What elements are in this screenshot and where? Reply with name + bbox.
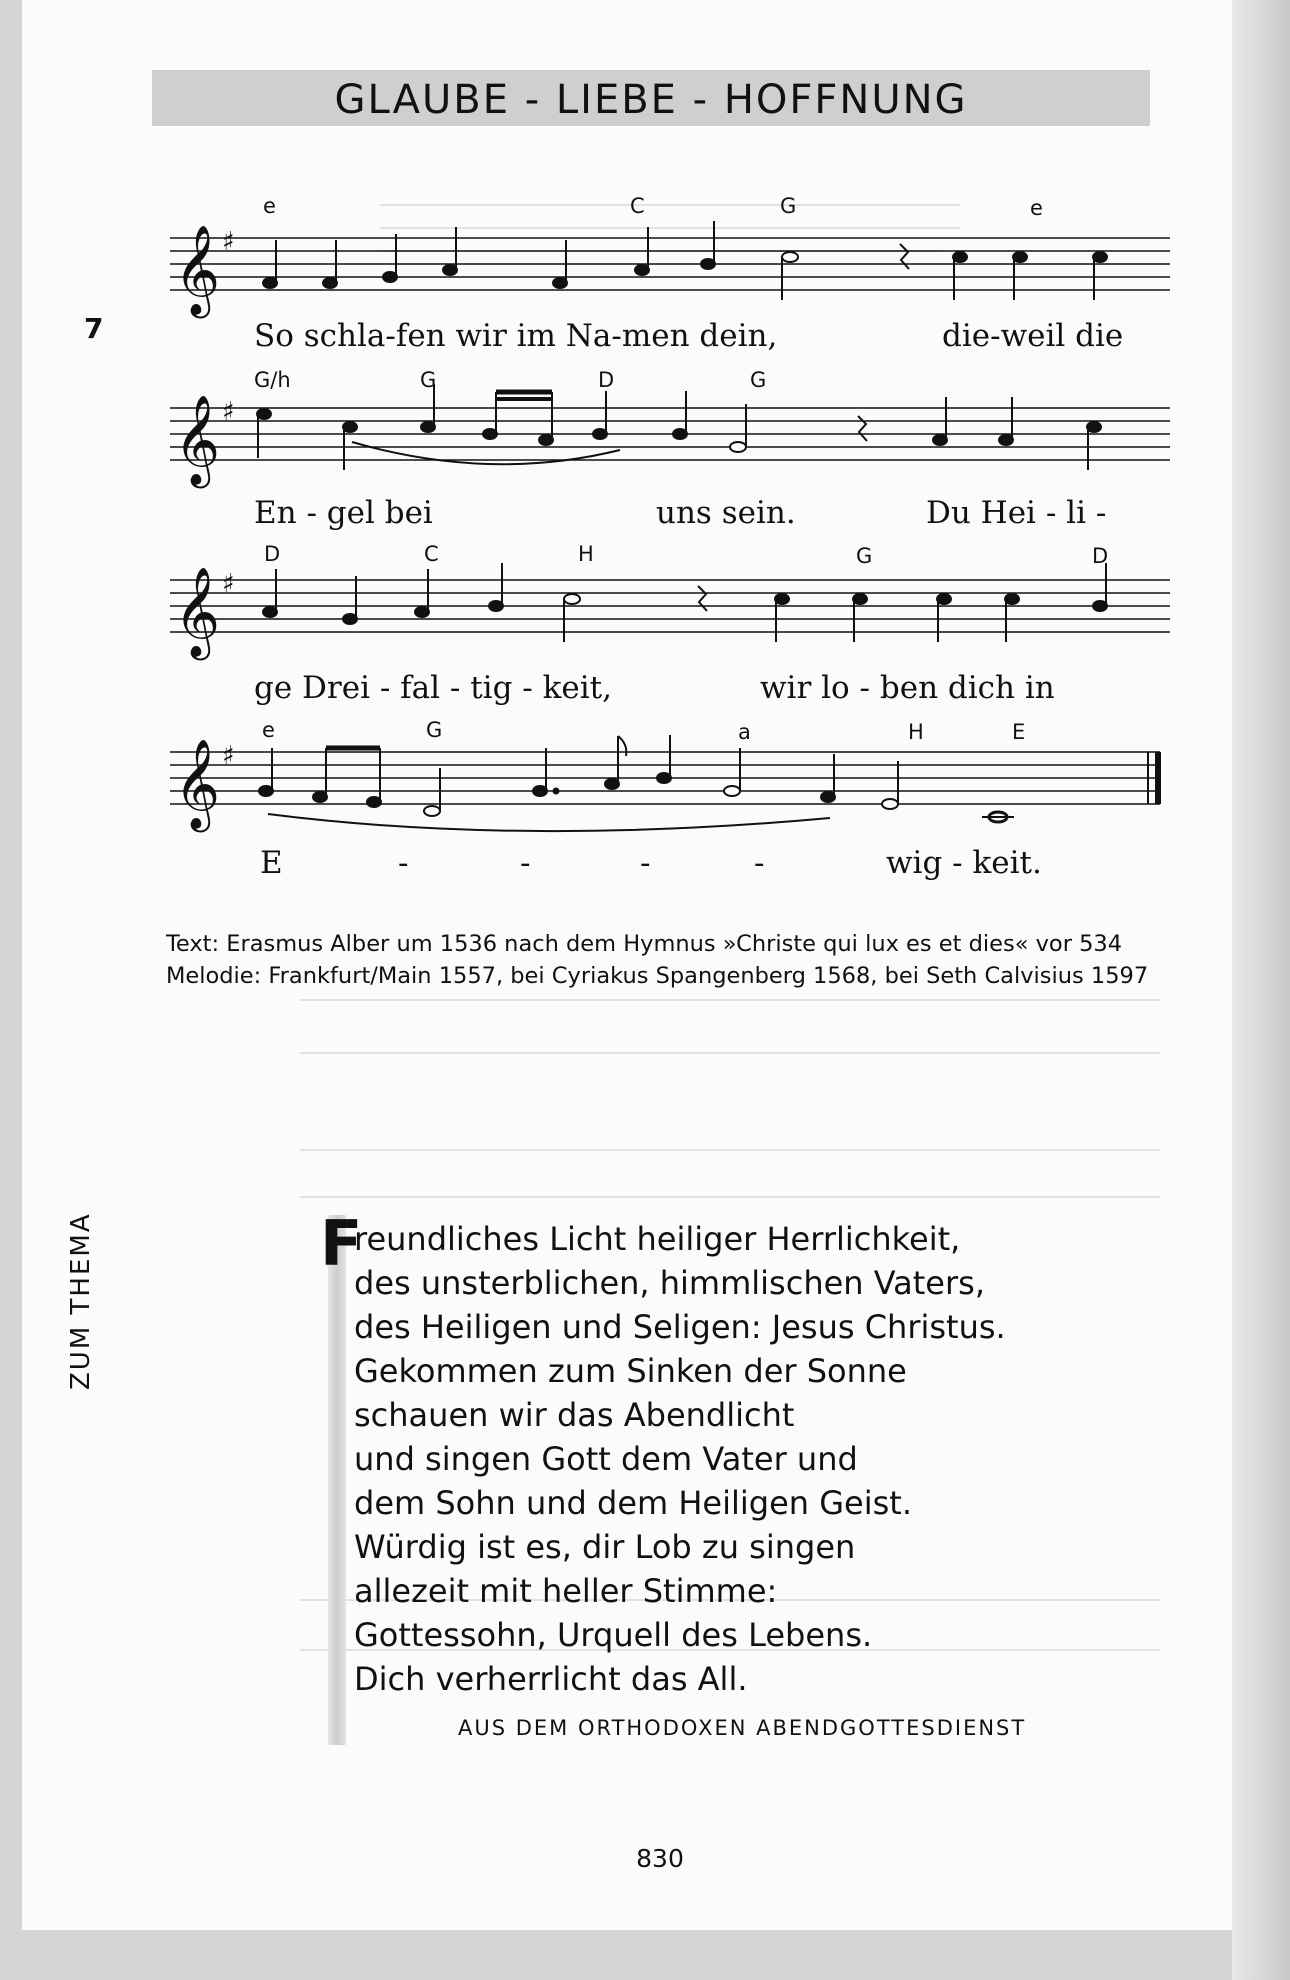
prayer-line: Gottessohn, Urquell des Lebens. xyxy=(354,1616,873,1654)
lyric-line: wig - keit. xyxy=(886,845,1042,881)
lyric-line: die-weil die xyxy=(942,318,1124,354)
chord: G xyxy=(750,368,767,392)
chord: G xyxy=(856,544,873,568)
svg-text:𝄞: 𝄞 xyxy=(174,395,221,485)
lyric-line: uns sein. xyxy=(656,495,796,531)
chord: G xyxy=(780,194,797,218)
lyric-line: - xyxy=(754,845,765,881)
chord: H xyxy=(908,720,924,744)
lyric-line: E xyxy=(260,845,283,881)
chord: C xyxy=(630,194,645,218)
svg-text:𝄞: 𝄞 xyxy=(174,739,221,829)
lyric-line: Du Hei - li - xyxy=(926,495,1107,531)
svg-text:♯: ♯ xyxy=(222,397,235,427)
music-staff xyxy=(160,200,1170,320)
prayer-source: AUS DEM ORTHODOXEN ABENDGOTTESDIENST xyxy=(458,1716,1027,1740)
drop-cap: F xyxy=(320,1207,363,1280)
prayer-line: reundliches Licht heiliger Herrlichkeit, xyxy=(354,1220,961,1258)
music-staff xyxy=(160,542,1170,662)
chord: D xyxy=(598,368,615,392)
lyric-line: En - gel bei xyxy=(254,495,433,531)
lyric-line: wir lo - ben dich in xyxy=(760,670,1055,706)
prayer-accent-bar xyxy=(328,1215,346,1745)
chord: D xyxy=(264,542,281,566)
svg-text:♯: ♯ xyxy=(222,741,235,771)
chord: e xyxy=(262,718,275,742)
lyric-line: So schla-fen wir im Na-men dein, xyxy=(254,318,778,354)
section-side-label: ZUM THEMA xyxy=(66,1212,96,1390)
prayer-line: des Heiligen und Seligen: Jesus Christus. xyxy=(354,1308,1006,1346)
prayer-line: schauen wir das Abendlicht xyxy=(354,1396,795,1434)
page-number: 830 xyxy=(636,1844,684,1873)
prayer-line: Dich verherrlicht das All. xyxy=(354,1660,748,1698)
melody-credit: Melodie: Frankfurt/Main 1557, bei Cyriakus Spangenberg 1568, bei Seth Calvisius 1597 xyxy=(166,963,1149,989)
chord: e xyxy=(263,194,276,218)
chord: H xyxy=(578,542,594,566)
music-staff xyxy=(160,370,1170,490)
chord: D xyxy=(1092,544,1109,568)
chord: G xyxy=(420,368,437,392)
svg-text:♯: ♯ xyxy=(222,569,235,599)
prayer-line: dem Sohn und dem Heiligen Geist. xyxy=(354,1484,912,1522)
prayer-line: allezeit mit heller Stimme: xyxy=(354,1572,778,1610)
page-title: GLAUBE - LIEBE - HOFFNUNG xyxy=(334,77,968,123)
music-staff xyxy=(160,714,1170,834)
svg-text:𝄞: 𝄞 xyxy=(174,567,221,657)
text-credit: Text: Erasmus Alber um 1536 nach dem Hymnus »Christe qui lux es et dies« vor 534 xyxy=(166,931,1123,957)
lyric-line: - xyxy=(520,845,531,881)
chord: G xyxy=(426,718,443,742)
chord: G/h xyxy=(254,368,291,392)
lyric-line: ge Drei - fal - tig - keit, xyxy=(254,670,612,706)
svg-text:♯: ♯ xyxy=(222,227,235,257)
lyric-line: - xyxy=(640,845,651,881)
prayer-line: Würdig ist es, dir Lob zu singen xyxy=(354,1528,856,1566)
chord: E xyxy=(1012,720,1026,744)
prayer-line: des unsterblichen, himmlischen Vaters, xyxy=(354,1264,985,1302)
chord: C xyxy=(424,542,439,566)
hymn-number: 7 xyxy=(84,312,104,345)
prayer-line: Gekommen zum Sinken der Sonne xyxy=(354,1352,907,1390)
lyric-line: - xyxy=(398,845,409,881)
prayer-line: und singen Gott dem Vater und xyxy=(354,1440,858,1478)
svg-text:𝄞: 𝄞 xyxy=(174,225,221,315)
chord: e xyxy=(1030,196,1043,220)
chord: a xyxy=(738,720,751,744)
hymn-credits xyxy=(166,928,1176,992)
